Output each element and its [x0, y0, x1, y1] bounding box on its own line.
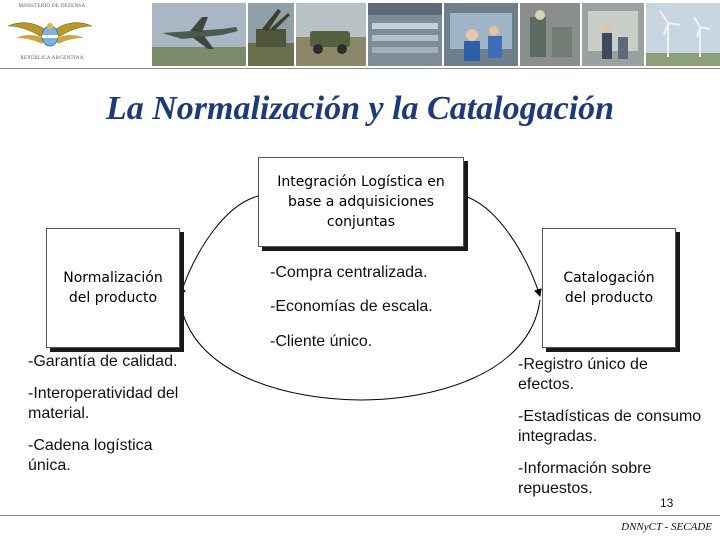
page-title: La Normalización y la Catalogación [105, 90, 615, 127]
left-item: -Interoperatividad del material. [28, 385, 179, 422]
center-box-line: base a adquisiciones [287, 193, 435, 210]
center-item: -Cliente único. [270, 333, 373, 350]
footer-rule [0, 515, 720, 516]
emblem-top-text: MINISTERIO DE DEFENSA [18, 4, 86, 9]
emblem-bottom-text: REPÚBLICA ARGENTINA [20, 56, 84, 61]
right-items [518, 355, 708, 499]
right-box-line: Catalogación [563, 269, 655, 286]
left-item: -Cadena logística única. [28, 437, 153, 474]
center-box-line: conjuntas [326, 214, 396, 231]
left-item: -Garantía de calidad. [28, 353, 178, 370]
left-items [28, 352, 228, 476]
page-number: 13 [660, 496, 674, 510]
right-item: -Registro único de efectos. [518, 356, 648, 393]
right-item: -Estadísticas de consumo integradas. [518, 408, 702, 445]
left-box-line: del producto [68, 290, 158, 306]
right-box-line: del producto [564, 290, 654, 306]
center-item: -Compra centralizada. [270, 264, 428, 281]
left-box [46, 228, 180, 348]
arrow-center-to-left [180, 196, 258, 296]
right-box [542, 228, 676, 348]
center-box-line: Integración Logística en [277, 173, 445, 190]
footer-label: DNNyCT - SECADE [621, 521, 712, 533]
arrow-center-to-right [464, 196, 540, 296]
center-item: -Economías de escala. [270, 298, 433, 315]
right-item: -Información sobre repuestos. [518, 460, 652, 497]
center-box [258, 157, 464, 247]
left-box-line: Normalización [63, 269, 163, 286]
